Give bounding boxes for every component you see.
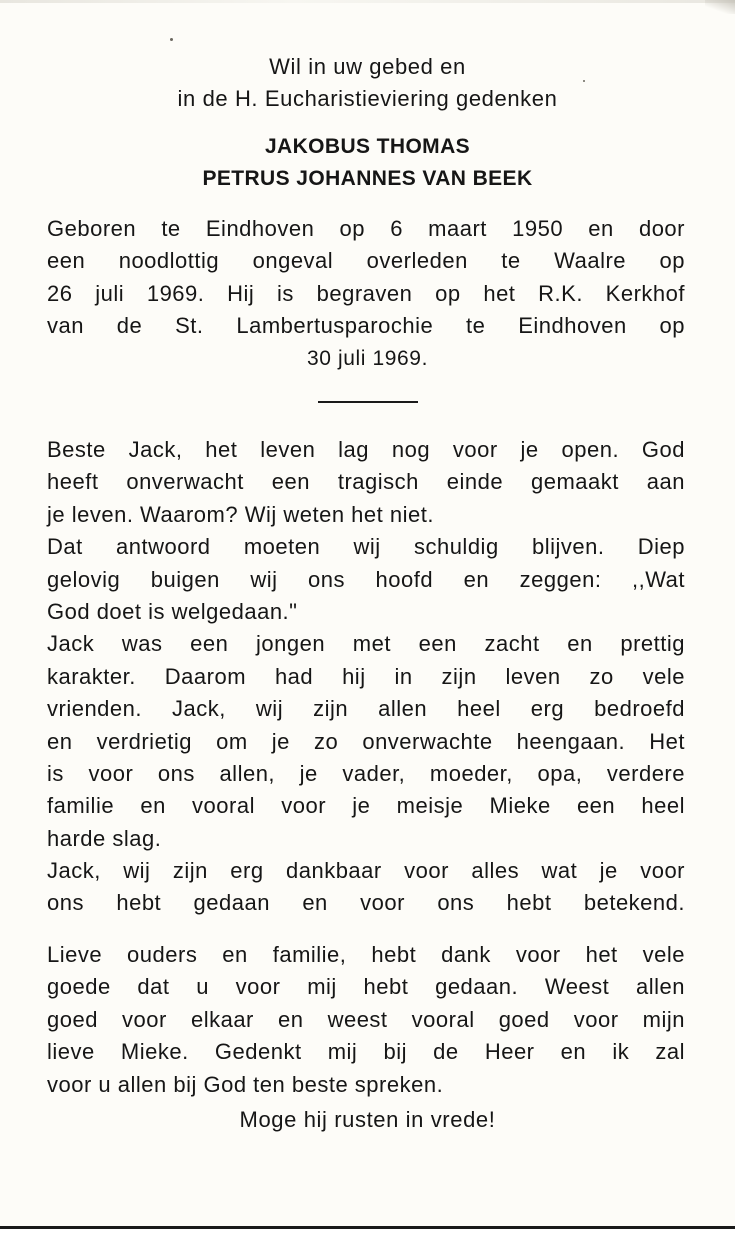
text-line: ons hebt gedaan en voor ons hebt betekend.	[47, 890, 685, 916]
text-line: goede dat u voor mij hebt gedaan. Weest allen	[47, 974, 685, 1000]
text-line: Dat antwoord moeten wij schuldig blijven. Diep	[47, 534, 685, 560]
text-line: familie en vooral voor je meisje Mieke een heel	[47, 793, 685, 819]
text-line: Lieve ouders en familie, hebt dank voor het vele	[47, 942, 685, 967]
memorial-text	[47, 434, 685, 920]
biography-line: Geboren te Eindhoven op 6 maart 1950 en door	[47, 216, 685, 241]
intro-line-2: in de H. Eucharistieviering gedenken	[177, 86, 558, 111]
text-line: vrienden. Jack, wij zijn allen heel erg bedroefd	[47, 696, 685, 722]
text-line: Jack, wij zijn erg dankbaar voor alles wat je voor	[47, 858, 685, 884]
paper-speck	[170, 38, 173, 41]
text-line: je leven. Waarom? Wij weten het niet.	[47, 501, 434, 527]
divider-rule	[318, 401, 418, 403]
text-line: en verdrietig om je zo onverwachte heengaan. Het	[47, 728, 685, 754]
biography-paragraph	[47, 213, 685, 343]
text-line: karakter. Daarom had hij in zijn leven zo vele	[47, 663, 685, 689]
text-line: God doet is welgedaan."	[47, 598, 298, 624]
biography-line: een noodlottig ongeval overleden te Waalre op	[47, 248, 685, 274]
text-line: Beste Jack, het leven lag nog voor je open. God	[47, 437, 685, 462]
deceased-name-line-2: PETRUS JOHANNES VAN BEEK	[202, 167, 533, 190]
text-line: Jack was een jongen met een zacht en prettig	[47, 631, 685, 657]
biography-line: 26 juli 1969. Hij is begraven op het R.K. Kerkhof	[47, 280, 685, 306]
closing-line: Moge hij rusten in vrede!	[239, 1107, 496, 1132]
text-line: lieve Mieke. Gedenkt mij bij de Heer en ik zal	[47, 1039, 685, 1065]
text-line: gelovig buigen wij ons hoofd en zeggen: ,,Wat	[47, 566, 685, 592]
farewell-text	[47, 939, 685, 1101]
scan-margin	[0, 1229, 735, 1235]
card-corner-wear	[705, 0, 735, 14]
text-line: heeft onverwacht een tragisch einde gemaakt aan	[47, 469, 685, 495]
text-line: voor u allen bij God ten beste spreken.	[47, 1071, 444, 1097]
text-line: is voor ons allen, je vader, moeder, opa, verdere	[47, 760, 685, 786]
burial-date: 30 juli 1969.	[306, 347, 429, 370]
biography-line: van de St. Lambertusparochie te Eindhoven op	[47, 313, 685, 339]
deceased-name-line-1: JAKOBUS THOMAS	[264, 135, 471, 158]
card-top-edge	[0, 0, 735, 3]
text-line: harde slag.	[47, 825, 162, 851]
text-line: goed voor elkaar en weest vooral goed voor mijn	[47, 1006, 685, 1032]
intro-line-1: Wil in uw gebed en	[269, 54, 466, 79]
